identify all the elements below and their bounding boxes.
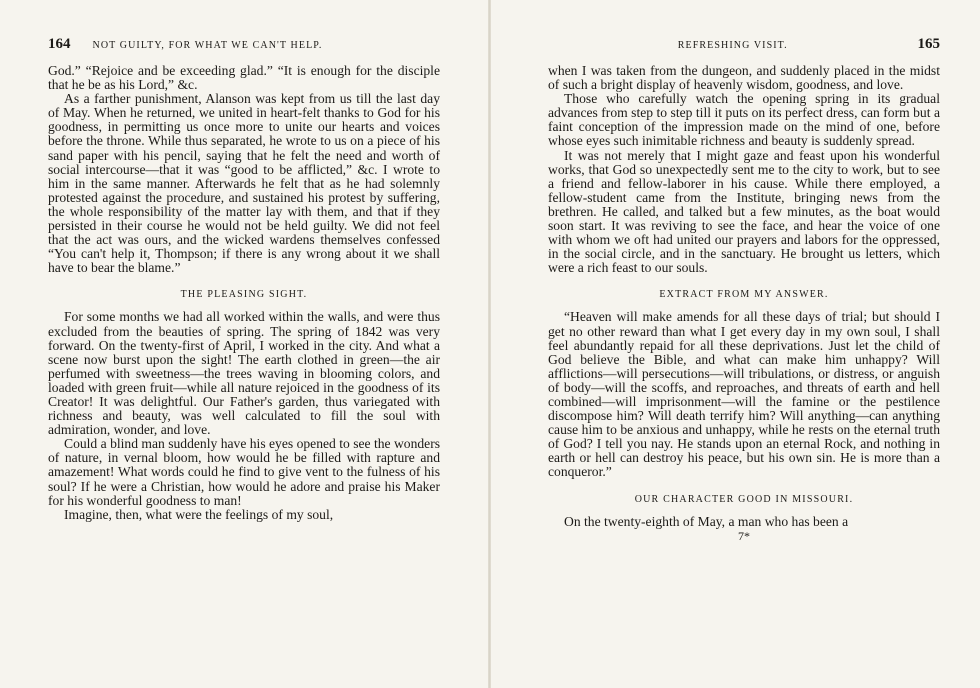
paragraph: On the twenty-eighth of May, a man who has been a — [564, 513, 849, 529]
paragraph: when I was taken from the dungeon, and suddenly placed in the midst of such a bright display of heavenly wisdom, goodness, and love. — [548, 63, 940, 93]
paragraph: For some months we had all worked within the walls, and were thus excluded from the beauties of spring. The spring of 1842 was very forward. On the twenty-first of April, I worked in the city. And what a scene now burst upon the sight! The earth clothed in green—the air perfumed with sweetness—the trees waving in blooming colors, and loaded with green fruit—while all nature rejoiced in the goodness of its Creator! It was delightful. Our Father's garden, thus variegated with richness and beauty, was well calculated to fill the soul with admiration, wonder, and love. — [48, 309, 440, 438]
section-title-pleasing-sight: THE PLEASING SIGHT. — [180, 289, 308, 301]
section-title-extract: EXTRACT FROM MY ANSWER. — [659, 289, 829, 301]
paragraph: Those who carefully watch the opening spring in its gradual advances from step to step till it puts on its perfect dress, can form but a faint conception of the impression made on the mind of one, before whose eyes such inimitable richness and beauty is suddenly spread. — [548, 91, 940, 149]
right-body-extract — [548, 310, 940, 479]
left-body-top — [48, 64, 440, 275]
paragraph: It was not merely that I might gaze and feast upon his wonderful works, that God so unexpectedly sent me to the city to work, but to see a friend and fellow-laborer in his cause. While there employed, a fellow-student came from the Institute, bringing news from the brethren. He called, and talked but a few minutes, as the boat would soon start. It was reviving to see the face, and hear the voice of one with whom we oft had united our prayers and labors for the oppressed, in the social circle, and in the sanctuary. He brought us letters, which were a rich feast to our souls. — [548, 147, 940, 276]
page-number-left: 164 — [48, 36, 71, 52]
running-head-left: NOT GUILTY, FOR WHAT WE CAN'T HELP. — [92, 40, 323, 51]
right-page-header — [548, 36, 940, 58]
paragraph: God.” “Rejoice and be exceeding glad.” “It is enough for the disciple that he be as his Lord,” &c. — [48, 63, 440, 93]
paragraph: “Heaven will make amends for all these days of trial; but should I get no other reward than what I get every day in my own soul, I shall feel abundantly repaid for all these deprivations. Just let the child of God believe the Bible, and what can make him unhappy? Will afflictions—will persecutions—will tribulations, or distress, or anguish of body—will the scoffs, and reproaches, and threats of earth and hell combined—will imprisonment—will the famine or the pestilence discompose him? Will death terrify him? Will anything—can anything cause him to be anxious and unhappy, while he rests on the eternal truth of God? I tell you nay. He stands upon an eternal Rock, and nothing in earth or hell can destroy his peace, but his own sin. He is more than a conqueror.” — [548, 309, 940, 480]
section-title-missouri: OUR CHARACTER GOOD IN MISSOURI. — [634, 493, 854, 505]
page-number-right: 165 — [917, 36, 940, 52]
paragraph: Imagine, then, what were the feelings of my soul, — [64, 506, 334, 522]
right-body-final — [548, 515, 940, 543]
running-head-right: REFRESHING VISIT. — [677, 40, 788, 51]
signature-mark: 7* — [738, 528, 750, 543]
left-page-header — [48, 36, 440, 58]
left-body-bottom — [48, 310, 440, 521]
right-body-top — [548, 64, 940, 275]
paragraph: As a farther punishment, Alanson was kept from us till the last day of May. When he returned, we united in heart-felt thanks to God for his goodness, in permitting us once more to unite our hearts and voices before the throne. While thus separated, he wrote to us on a piece of his sand paper with his pencil, saying that he felt the need and worth of social intercourse—that it was “good to be afflicted,” &c. I wrote to him in the same manner. Afterwards he felt that as he had solemnly protested against the procedure, and sustained his protest by suffering, the whole responsibility of the matter lay with them, and that if they persisted in their course he would not be held guilty. We did not feel that the act was ours, and the wicked wardens themselves confessed “You can't help it, Thompson; if there is any wrong about it we shall have to bear the blame.” — [48, 91, 440, 276]
paragraph: Could a blind man suddenly have his eyes opened to see the wonders of nature, in vernal bloom, how would he be filled with rapture and amazement! What words could he find to give vent to the fulness of his soul? If he were a Christian, how would he adore and praise his Maker for his wonderful goodness to man! — [48, 436, 441, 508]
right-page — [490, 0, 980, 688]
